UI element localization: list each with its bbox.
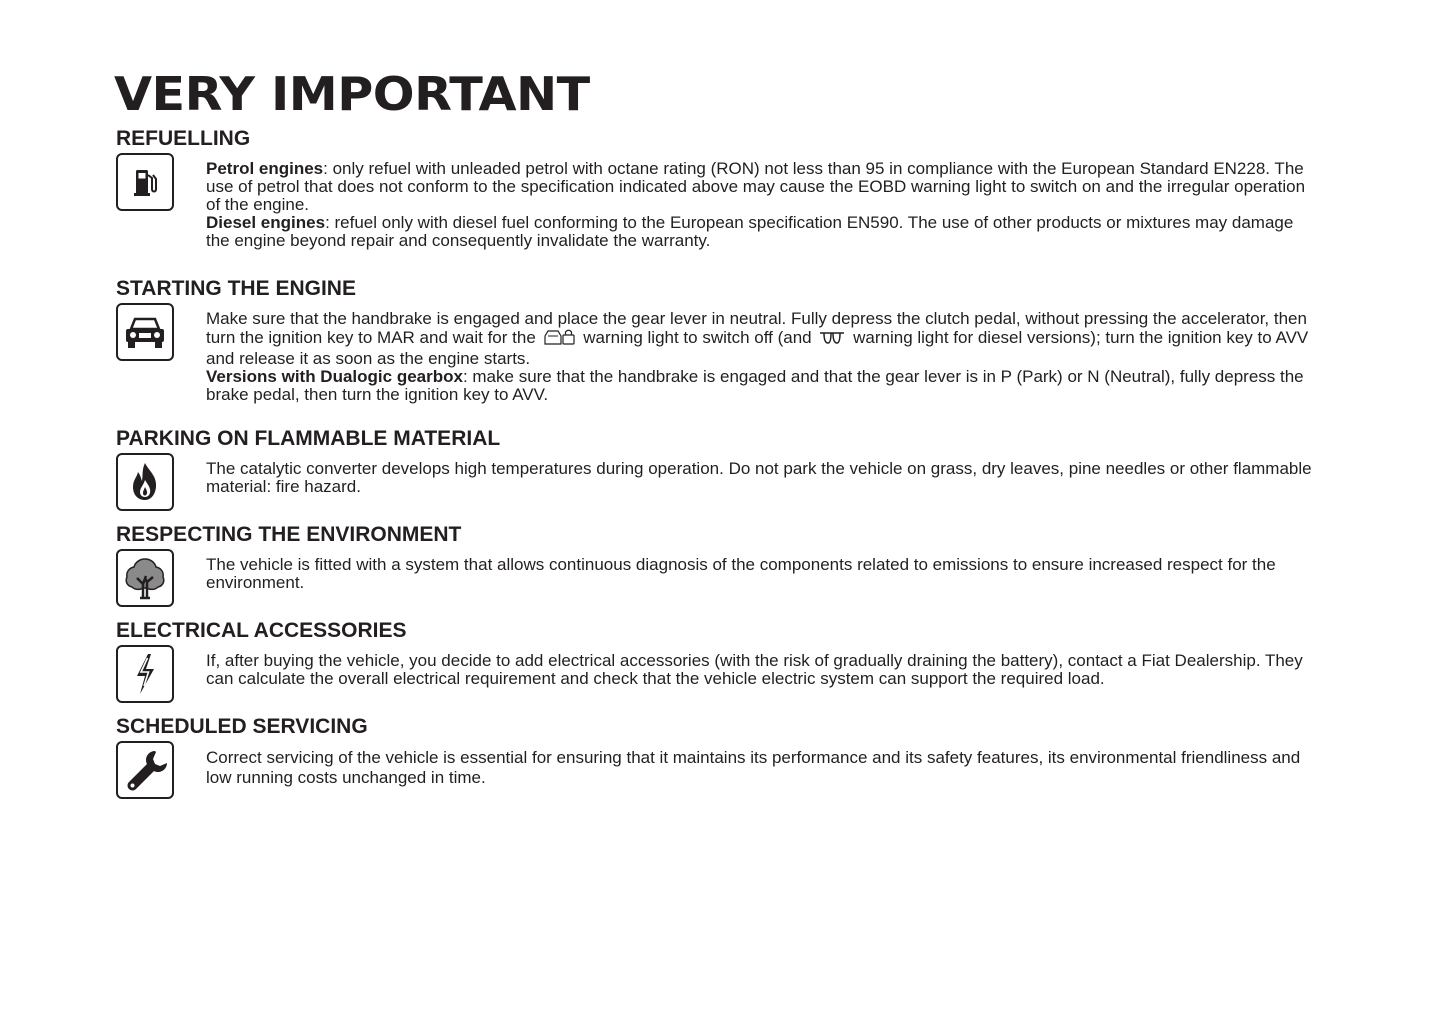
section-heading: RESPECTING THE ENVIRONMENT (116, 523, 462, 546)
dualogic-label: Versions with Dualogic gearbox (206, 367, 463, 386)
page-title: VERY IMPORTANT (114, 67, 590, 121)
section-body (116, 645, 1316, 688)
starting-paragraph (206, 310, 1316, 368)
section-body (116, 153, 1316, 250)
environment-paragraph: The vehicle is fitted with a system that allows continuous diagnosis of the components related to emissions to ensure increased respect for the environment. (206, 555, 1276, 592)
starting-text-part3: warning light for diesel versions); turn the ignition key to AVV and release it as soon as the engine starts. (206, 328, 1309, 368)
petrol-paragraph (206, 160, 1316, 214)
flame-icon (116, 453, 174, 511)
starting-text-part2: warning light to switch off (and (583, 328, 812, 347)
petrol-text: : only refuel with unleaded petrol with octane rating (RON) not less than 95 in compliance with the European Standard EN228. The use of petrol that does not conform to the specification indicated above may cause the EOBD warning light to switch on and the irregular operation of the engine. (206, 159, 1306, 214)
diesel-paragraph (206, 214, 1316, 250)
section-text (206, 549, 1316, 592)
petrol-label: Petrol engines (206, 159, 324, 178)
section-heading: PARKING ON FLAMMABLE MATERIAL (116, 427, 501, 450)
diesel-label: Diesel engines (206, 213, 326, 232)
glow-plug-warning-icon (818, 330, 846, 350)
section-environment (116, 523, 1316, 592)
electrical-paragraph: If, after buying the vehicle, you decide to add electrical accessories (with the risk of gradually draining the battery), contact a Fiat Dealership. They can calculate the overall electrical requirement and check that the vehicle electric system can support the required load. (206, 651, 1303, 688)
section-heading: ELECTRICAL ACCESSORIES (116, 619, 407, 642)
section-starting-engine (116, 277, 1316, 404)
wrench-icon (116, 741, 174, 799)
section-text (206, 453, 1316, 496)
section-refuelling (116, 127, 1316, 250)
diesel-text: : refuel only with diesel fuel conforming to the European specification EN590. The use of other products or mixtures may damage the engine beyond repair and consequently invalidate the warranty. (206, 213, 1294, 250)
section-text (206, 303, 1316, 404)
section-body (116, 303, 1316, 404)
servicing-paragraph: Correct servicing of the vehicle is essential for ensuring that it maintains its performance and its safety features, its environmental friendliness and low running costs unchanged in time. (206, 748, 1301, 787)
section-text (206, 645, 1316, 688)
section-body (116, 453, 1316, 496)
car-front-icon (116, 303, 174, 361)
dualogic-paragraph (206, 368, 1316, 404)
lightning-bolt-icon (116, 645, 174, 703)
section-body (116, 741, 1316, 788)
section-heading: REFUELLING (116, 127, 251, 150)
immobilizer-warning-icon (543, 328, 577, 350)
section-body (116, 549, 1316, 592)
section-text (206, 741, 1316, 788)
section-parking-flammable (116, 427, 1316, 496)
section-heading: STARTING THE ENGINE (116, 277, 356, 300)
section-heading: SCHEDULED SERVICING (116, 715, 368, 738)
section-text (206, 153, 1316, 250)
fuel-pump-icon (116, 153, 174, 211)
tree-icon (116, 549, 174, 607)
section-electrical (116, 619, 1316, 688)
starting-text-part1: Make sure that the handbrake is engaged and place the gear lever in neutral. Fully depress the clutch pedal, without pressing the accelerator, then turn the ignition key to MAR and wait for the (206, 309, 1307, 347)
dualogic-text: : make sure that the handbrake is engaged and that the gear lever is in P (Park) or N (Neutral), fully depress the brake pedal, then turn the ignition key to AVV. (206, 367, 1304, 404)
parking-paragraph: The catalytic converter develops high temperatures during operation. Do not park the vehicle on grass, dry leaves, pine needles or other flammable material: fire hazard. (206, 459, 1312, 496)
section-servicing (116, 715, 1316, 788)
